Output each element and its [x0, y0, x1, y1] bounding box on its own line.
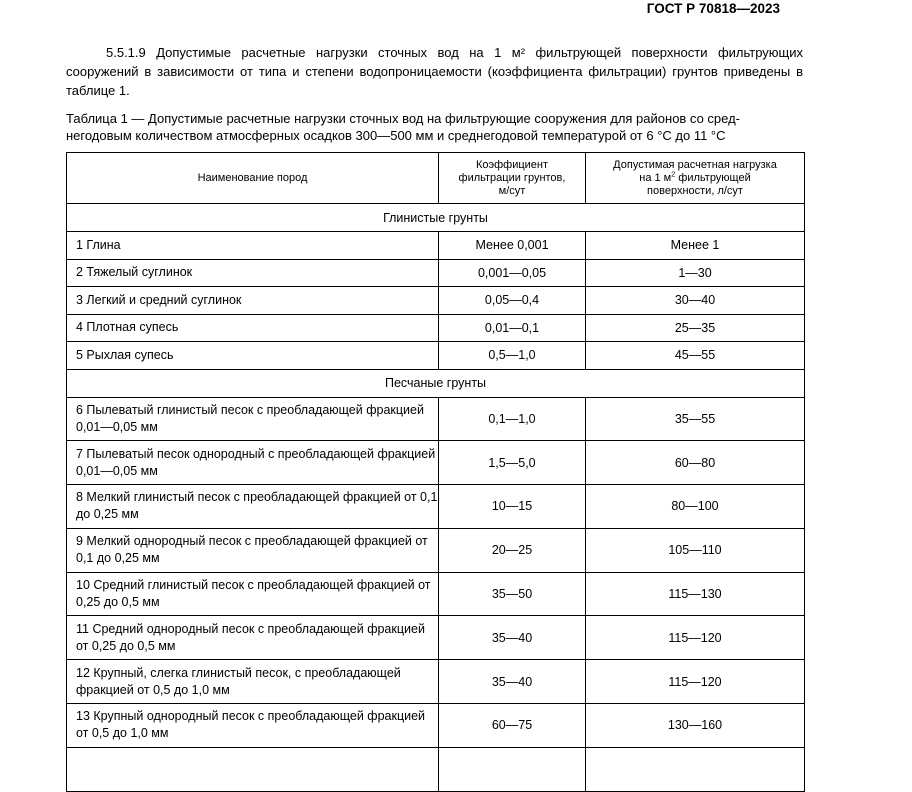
filtration-coef: 20—25: [439, 528, 586, 572]
rock-name: 5 Рыхлая супесь: [67, 342, 439, 370]
filtration-coef: 1,5—5,0: [439, 441, 586, 485]
filtration-coef: 0,1—1,0: [439, 397, 586, 441]
section-clay: Глинистые грунты: [67, 204, 805, 232]
rock-name: 4 Плотная супесь: [67, 314, 439, 342]
table-row: [67, 259, 805, 287]
table-row: [67, 704, 805, 748]
rock-name: 8 Мелкий глинистый песок с преобладающей фракцией от 0,1 до 0,25 мм: [67, 485, 439, 529]
empty-cell: [586, 747, 805, 791]
allowed-load: 80—100: [586, 485, 805, 529]
allowed-load: 35—55: [586, 397, 805, 441]
table-row: [67, 397, 805, 441]
filtration-coef: 35—40: [439, 616, 586, 660]
allowed-load: 115—130: [586, 572, 805, 616]
header-text: фильтрующей поверхности, л/сут: [647, 171, 751, 197]
loads-table: [66, 152, 805, 792]
header-filtration-coef: Коэффициент фильтрации грунтов, м/сут: [439, 153, 586, 204]
table-row: [67, 747, 805, 791]
table-row: [67, 342, 805, 370]
filtration-coef: 0,001—0,05: [439, 259, 586, 287]
allowed-load: 45—55: [586, 342, 805, 370]
allowed-load: 115—120: [586, 660, 805, 704]
allowed-load: 60—80: [586, 441, 805, 485]
table-row: [67, 660, 805, 704]
filtration-coef: Менее 0,001: [439, 232, 586, 260]
paragraph-5-5-1-9: 5.5.1.9 Допустимые расчетные нагрузки сточных вод на 1 м² фильтрующей поверхности фильтрующих сооружений в зависимости от типа и степени водопроницаемости (коэффициента фильтрации) грунтов приведены в таблице 1.: [66, 45, 803, 98]
allowed-load: 1—30: [586, 259, 805, 287]
rock-name: 12 Крупный, слегка глинистый песок, с преобладающей фракцией от 0,5 до 1,0 мм: [67, 660, 439, 704]
filtration-coef: 0,01—0,1: [439, 314, 586, 342]
header-text: Допустимая расчетная нагрузка на 1 м: [613, 158, 777, 184]
rock-name: 9 Мелкий однородный песок с преобладающей фракцией от 0,1 до 0,25 мм: [67, 528, 439, 572]
allowed-load: Менее 1: [586, 232, 805, 260]
allowed-load: 105—110: [586, 528, 805, 572]
allowed-load: 115—120: [586, 616, 805, 660]
filtration-coef: 0,05—0,4: [439, 287, 586, 315]
header-allowed-load: [586, 153, 805, 204]
table-row: [67, 314, 805, 342]
rock-name: 13 Крупный однородный песок с преобладающей фракцией от 0,5 до 1,0 мм: [67, 704, 439, 748]
rock-name: 10 Средний глинистый песок с преобладающей фракцией от 0,25 до 0,5 мм: [67, 572, 439, 616]
filtration-coef: 35—50: [439, 572, 586, 616]
empty-cell: [67, 747, 439, 791]
caption-line: негодовым количеством атмосферных осадков 300—500 мм и среднегодовой температурой от 6 °С до 11 °С: [66, 128, 726, 143]
table-row: [67, 485, 805, 529]
rock-name: 7 Пылеватый песок однородный с преобладающей фракцией 0,01—0,05 мм: [67, 441, 439, 485]
rock-name: 1 Глина: [67, 232, 439, 260]
table-row: [67, 528, 805, 572]
table-row: [67, 232, 805, 260]
allowed-load: 130—160: [586, 704, 805, 748]
rock-name: 6 Пылеватый глинистый песок с преобладающей фракцией 0,01—0,05 мм: [67, 397, 439, 441]
table-row: [67, 616, 805, 660]
table-row: [67, 287, 805, 315]
rock-name: 11 Средний однородный песок с преобладающей фракцией от 0,25 до 0,5 мм: [67, 616, 439, 660]
filtration-coef: 60—75: [439, 704, 586, 748]
standard-number: ГОСТ Р 70818—2023: [646, 1, 780, 16]
table-row: [67, 572, 805, 616]
table-caption: [66, 110, 806, 144]
filtration-coef: 0,5—1,0: [439, 342, 586, 370]
header-rock-name: Наименование пород: [67, 153, 439, 204]
table-row: [67, 441, 805, 485]
empty-cell: [439, 747, 586, 791]
section-sand: Песчаные грунты: [67, 369, 805, 397]
rock-name: 2 Тяжелый суглинок: [67, 259, 439, 287]
filtration-coef: 35—40: [439, 660, 586, 704]
filtration-coef: 10—15: [439, 485, 586, 529]
rock-name: 3 Легкий и средний суглинок: [67, 287, 439, 315]
allowed-load: 30—40: [586, 287, 805, 315]
caption-line: Таблица 1 — Допустимые расчетные нагрузки сточных вод на фильтрующие сооружения для районов со сред-: [66, 111, 741, 126]
header-sup: 2: [671, 169, 676, 178]
allowed-load: 25—35: [586, 314, 805, 342]
